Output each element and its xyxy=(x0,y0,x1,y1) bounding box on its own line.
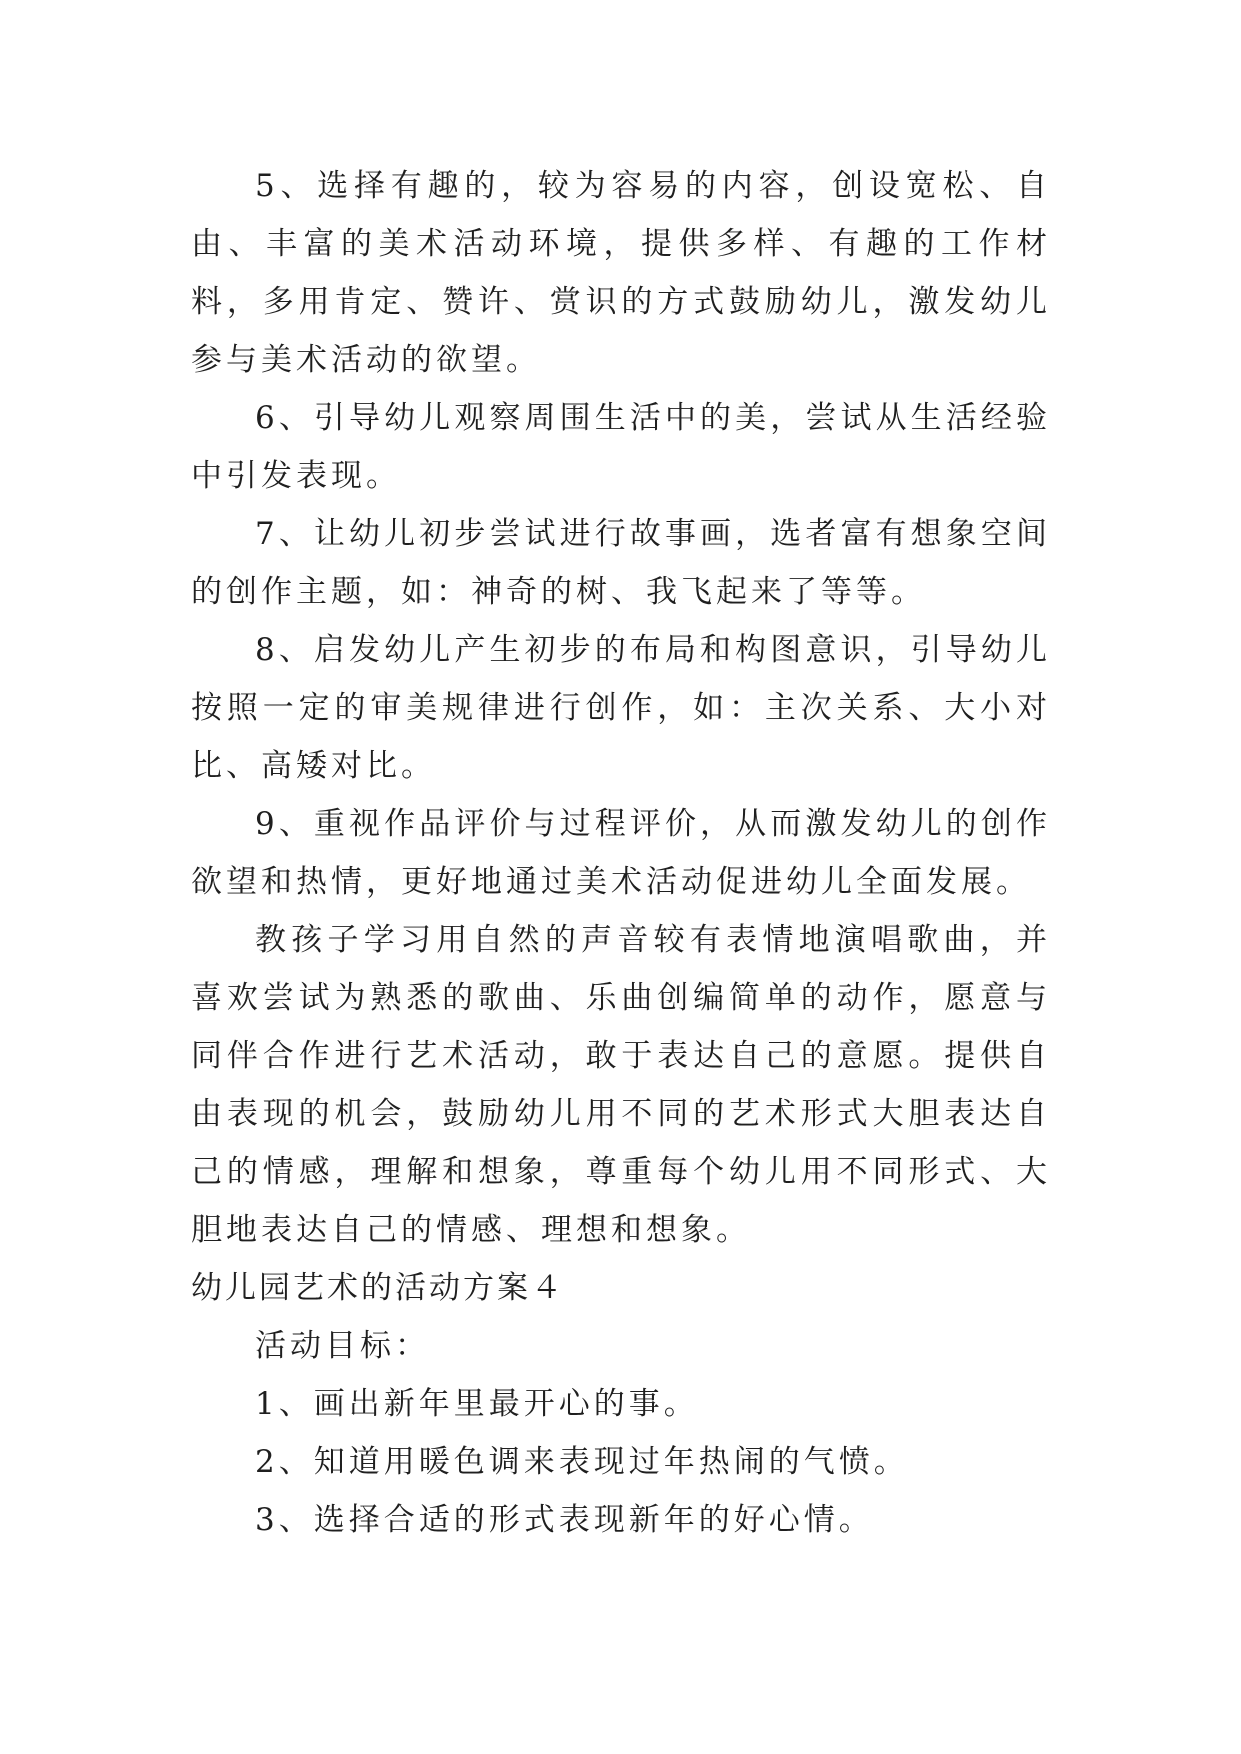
paragraph-item-8: 8、启发幼儿产生初步的布局和构图意识，引导幼儿按照一定的审美规律进行创作，如：主次关系、大小对比、高矮对比。 xyxy=(191,632,1051,784)
goal-item-3: 3、选择合适的形式表现新年的好心情。 xyxy=(255,1502,874,1538)
paragraph-item-6: 6、引导幼儿观察周围生活中的美，尝试从生活经验中引发表现。 xyxy=(191,400,1051,494)
goal-item-2: 2、知道用暖色调来表现过年热闹的气愤。 xyxy=(255,1444,909,1480)
document-body xyxy=(191,157,1051,1549)
activity-goals-heading: 活动目标： xyxy=(255,1328,430,1364)
paragraph-item-7: 7、让幼儿初步尝试进行故事画，选者富有想象空间的创作主题，如：神奇的树、我飞起来了等等。 xyxy=(191,516,1051,610)
paragraph-music-teaching: 教孩子学习用自然的声音较有表情地演唱歌曲，并喜欢尝试为熟悉的歌曲、乐曲创编简单的动作，愿意与同伴合作进行艺术活动，敢于表达自己的意愿。提供自由表现的机会，鼓励幼儿用不同的艺术形式大胆表达自己的情感，理解和想象，尊重每个幼儿用不同形式、大胆地表达自己的情感、理想和想象。 xyxy=(191,922,1051,1248)
section-title: 幼儿园艺术的活动方案４ xyxy=(191,1270,565,1306)
paragraph-item-5: 5、选择有趣的，较为容易的内容，创设宽松、自由、丰富的美术活动环境，提供多样、有趣的工作材料，多用肯定、赞许、赏识的方式鼓励幼儿，激发幼儿参与美术活动的欲望。 xyxy=(191,168,1051,378)
paragraph-item-9: 9、重视作品评价与过程评价，从而激发幼儿的创作欲望和热情，更好地通过美术活动促进幼儿全面发展。 xyxy=(191,806,1051,900)
goal-item-1: 1、画出新年里最开心的事。 xyxy=(255,1386,699,1422)
